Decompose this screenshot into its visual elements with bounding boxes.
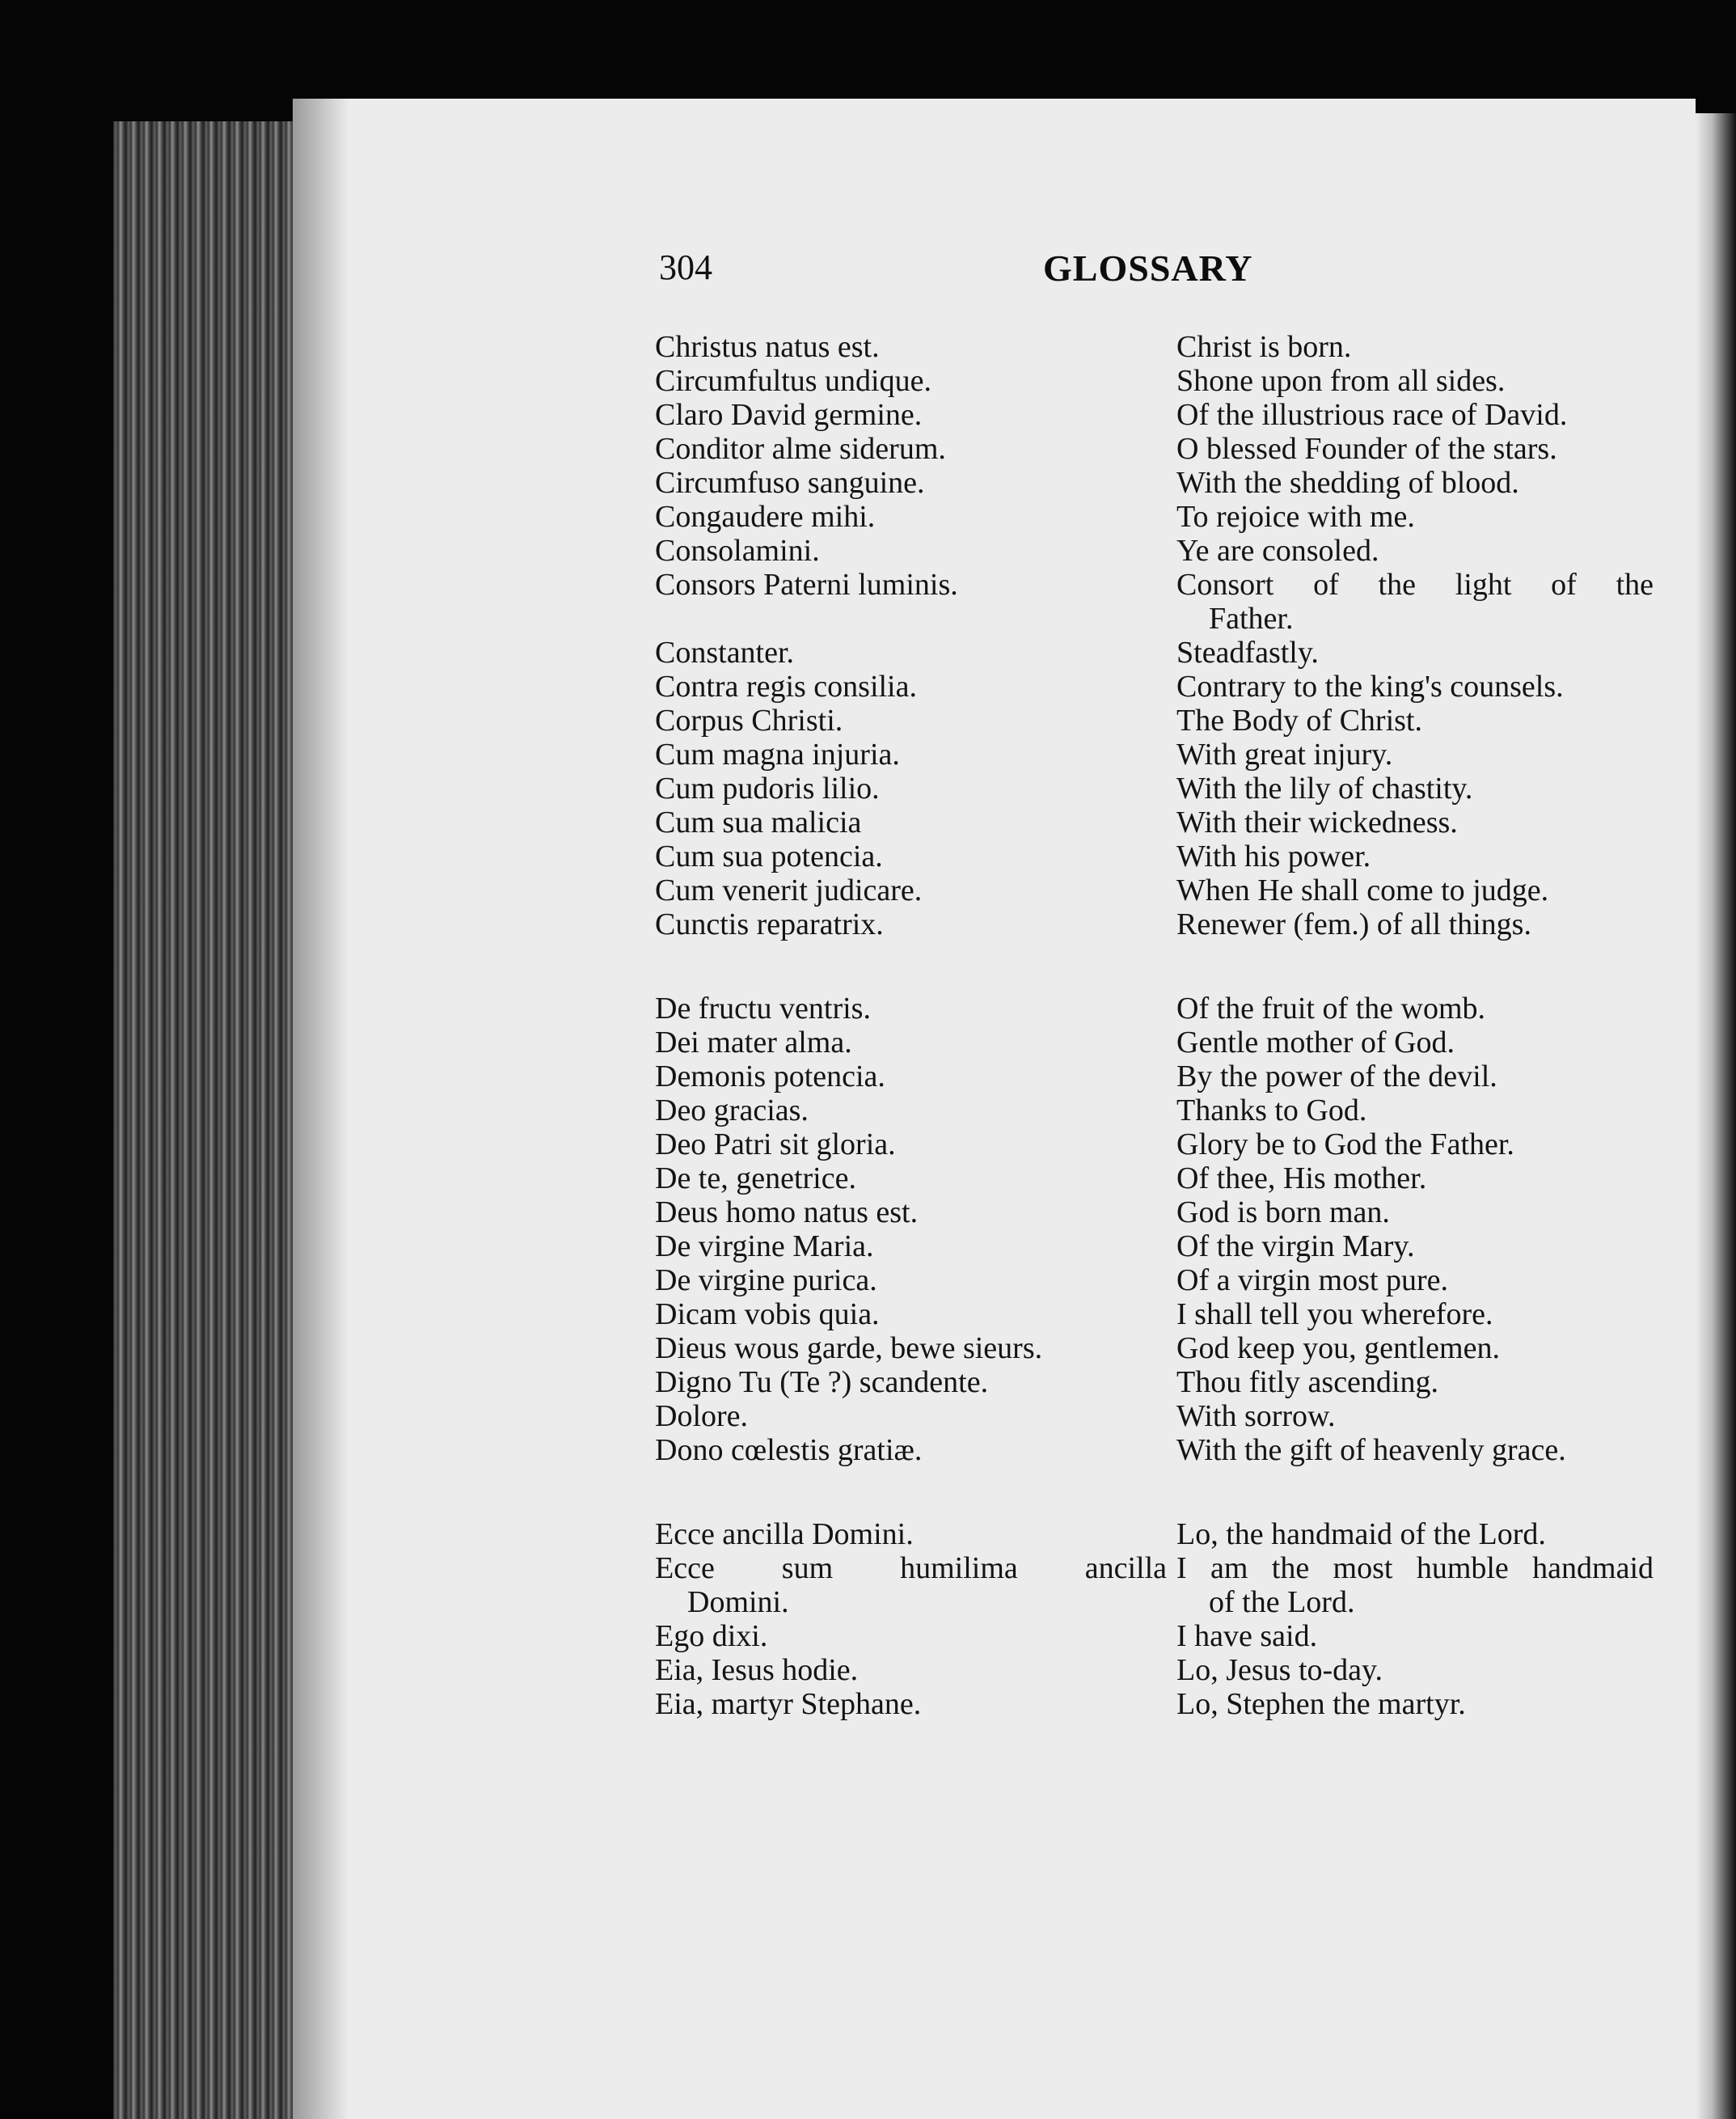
glossary-entry: [655, 1297, 1654, 1331]
glossary-entry: [655, 992, 1654, 1026]
page-number: 304: [659, 247, 712, 287]
glossary-entry: [655, 1263, 1654, 1297]
latin-phrase: [655, 364, 1176, 398]
glossary-section: [655, 992, 1654, 1467]
text-line: Dolore.: [655, 1399, 749, 1433]
latin-phrase: [655, 432, 1176, 466]
latin-phrase: [655, 500, 1176, 534]
text-line: Congaudere mihi.: [655, 500, 876, 534]
glossary-entry: [655, 1093, 1654, 1127]
text-line: With sorrow.: [1176, 1399, 1336, 1433]
text-line: Cum venerit judicare.: [655, 873, 923, 907]
english-translation: [1176, 772, 1654, 806]
glossary-table: [655, 330, 1654, 1771]
text-line: Thanks to God.: [1176, 1093, 1367, 1127]
text-line: De te, genetrice.: [655, 1161, 856, 1195]
glossary-entry: [655, 772, 1654, 806]
text-line: Corpus Christi.: [655, 704, 843, 738]
english-translation: [1176, 1026, 1654, 1060]
glossary-entry: [655, 873, 1654, 907]
glossary-entry: [655, 1229, 1654, 1263]
glossary-entry: [655, 840, 1654, 873]
latin-phrase: [655, 992, 1176, 1026]
glossary-entry: [655, 330, 1654, 364]
text-line: Digno Tu (Te ?) scandente.: [655, 1365, 989, 1399]
text-line: Contra regis consilia.: [655, 670, 917, 704]
text-line: Steadfastly.: [1176, 636, 1319, 670]
english-translation: [1176, 1331, 1654, 1365]
latin-phrase: [655, 1517, 1176, 1551]
glossary-entry: [655, 432, 1654, 466]
text-line: Renewer (fem.) of all things.: [1176, 907, 1531, 941]
page-title: GLOSSARY: [1043, 247, 1253, 289]
english-translation: [1176, 534, 1654, 568]
glossary-entry: [655, 1653, 1654, 1687]
english-translation: [1176, 738, 1654, 772]
latin-phrase: [655, 1297, 1176, 1331]
glossary-entry: [655, 398, 1654, 432]
latin-phrase: [655, 1551, 1176, 1619]
text-line: Eia, Iesus hodie.: [655, 1653, 859, 1687]
english-translation: [1176, 1229, 1654, 1263]
latin-phrase: [655, 1687, 1176, 1721]
text-line: De fructu ventris.: [655, 992, 871, 1026]
glossary-entry: [655, 466, 1654, 500]
text-line: I am the most humble handmaid: [1176, 1551, 1654, 1585]
latin-phrase: [655, 873, 1176, 907]
text-line: Dono cœlestis gratiæ.: [655, 1433, 923, 1467]
latin-phrase: [655, 534, 1176, 568]
text-line: Of thee, His mother.: [1176, 1161, 1427, 1195]
glossary-section: [655, 330, 1654, 941]
english-translation: [1176, 432, 1654, 466]
text-line: Deo Patri sit gloria.: [655, 1127, 896, 1161]
text-line: De virgine Maria.: [655, 1229, 874, 1263]
text-line: God keep you, gentlemen.: [1176, 1331, 1500, 1365]
latin-phrase: [655, 1093, 1176, 1127]
english-translation: [1176, 1060, 1654, 1093]
glossary-section: [655, 1517, 1654, 1721]
text-line: With the shedding of blood.: [1176, 466, 1519, 500]
page-header: [0, 247, 1736, 295]
text-line: O blessed Founder of the stars.: [1176, 432, 1557, 466]
text-line: I have said.: [1176, 1619, 1318, 1653]
glossary-entry: [655, 1060, 1654, 1093]
english-translation: [1176, 840, 1654, 873]
text-line: By the power of the devil.: [1176, 1060, 1497, 1093]
text-line: Lo, the handmaid of the Lord.: [1176, 1517, 1546, 1551]
text-line: De virgine purica.: [655, 1263, 877, 1297]
text-line: With the gift of heavenly grace.: [1176, 1433, 1566, 1467]
text-line: Consors Paterni luminis.: [655, 568, 958, 602]
glossary-entry: [655, 670, 1654, 704]
text-line: Father.: [1209, 602, 1294, 636]
text-line: Eia, martyr Stephane.: [655, 1687, 922, 1721]
glossary-entry: [655, 1161, 1654, 1195]
english-translation: [1176, 1195, 1654, 1229]
glossary-entry: [655, 1517, 1654, 1551]
gutter-shadow: [293, 99, 349, 2119]
latin-phrase: [655, 1263, 1176, 1297]
glossary-entry: [655, 500, 1654, 534]
latin-phrase: [655, 1433, 1176, 1467]
english-translation: [1176, 992, 1654, 1026]
english-translation: [1176, 568, 1654, 636]
book-page-edges: [113, 121, 307, 2119]
text-line: Conditor alme siderum.: [655, 432, 946, 466]
english-translation: [1176, 1365, 1654, 1399]
text-line: Glory be to God the Father.: [1176, 1127, 1514, 1161]
text-line: Of the virgin Mary.: [1176, 1229, 1415, 1263]
latin-phrase: [655, 907, 1176, 941]
latin-phrase: [655, 806, 1176, 840]
english-translation: [1176, 466, 1654, 500]
text-line: Deo gracias.: [655, 1093, 809, 1127]
text-line: Constanter.: [655, 636, 795, 670]
text-line: Domini.: [687, 1585, 789, 1619]
latin-phrase: [655, 1026, 1176, 1060]
text-line: Ecce sum humilima ancilla: [655, 1551, 1167, 1585]
latin-phrase: [655, 1399, 1176, 1433]
english-translation: [1176, 1551, 1654, 1619]
english-translation: [1176, 1263, 1654, 1297]
english-translation: [1176, 907, 1654, 941]
glossary-entry: [655, 1433, 1654, 1467]
text-line: Christus natus est.: [655, 330, 880, 364]
glossary-entry: [655, 1026, 1654, 1060]
text-line: Gentle mother of God.: [1176, 1026, 1455, 1060]
text-line: Claro David germine.: [655, 398, 923, 432]
latin-phrase: [655, 704, 1176, 738]
english-translation: [1176, 1161, 1654, 1195]
text-line: Christ is born.: [1176, 330, 1352, 364]
latin-phrase: [655, 330, 1176, 364]
glossary-entry: [655, 1551, 1654, 1619]
text-line: Demonis potencia.: [655, 1060, 885, 1093]
glossary-entry: [655, 806, 1654, 840]
english-translation: [1176, 1399, 1654, 1433]
text-line: Of the fruit of the womb.: [1176, 992, 1486, 1026]
text-line: With the lily of chastity.: [1176, 772, 1473, 806]
latin-phrase: [655, 568, 1176, 636]
english-translation: [1176, 873, 1654, 907]
english-translation: [1176, 1687, 1654, 1721]
text-line: Cum magna injuria.: [655, 738, 900, 772]
english-translation: [1176, 1297, 1654, 1331]
latin-phrase: [655, 738, 1176, 772]
glossary-entry: [655, 1365, 1654, 1399]
latin-phrase: [655, 840, 1176, 873]
latin-phrase: [655, 1365, 1176, 1399]
english-translation: [1176, 670, 1654, 704]
page-right-edge: [1696, 113, 1736, 2119]
text-line: Ecce ancilla Domini.: [655, 1517, 914, 1551]
english-translation: [1176, 636, 1654, 670]
glossary-entry: [655, 1127, 1654, 1161]
text-line: Deus homo natus est.: [655, 1195, 919, 1229]
text-line: Thou fitly ascending.: [1176, 1365, 1438, 1399]
glossary-entry: [655, 636, 1654, 670]
text-line: Contrary to the king's counsels.: [1176, 670, 1564, 704]
glossary-entry: [655, 1687, 1654, 1721]
text-line: I shall tell you wherefore.: [1176, 1297, 1493, 1331]
latin-phrase: [655, 1060, 1176, 1093]
text-line: Dicam vobis quia.: [655, 1297, 880, 1331]
glossary-entry: [655, 1331, 1654, 1365]
text-line: Dei mater alma.: [655, 1026, 852, 1060]
text-line: With his power.: [1176, 840, 1371, 873]
english-translation: [1176, 1619, 1654, 1653]
text-line: Cum sua malicia: [655, 806, 862, 840]
glossary-entry: [655, 1399, 1654, 1433]
latin-phrase: [655, 1161, 1176, 1195]
english-translation: [1176, 1517, 1654, 1551]
text-line: The Body of Christ.: [1176, 704, 1422, 738]
text-line: Cum pudoris lilio.: [655, 772, 880, 806]
text-line: Ego dixi.: [655, 1619, 768, 1653]
text-line: To rejoice with me.: [1176, 500, 1415, 534]
english-translation: [1176, 1093, 1654, 1127]
latin-phrase: [655, 1619, 1176, 1653]
text-line: of the Lord.: [1209, 1585, 1355, 1619]
glossary-entry: [655, 1619, 1654, 1653]
glossary-entry: [655, 1195, 1654, 1229]
latin-phrase: [655, 1229, 1176, 1263]
text-line: Lo, Stephen the martyr.: [1176, 1687, 1466, 1721]
text-line: Ye are consoled.: [1176, 534, 1379, 568]
text-line: Of the illustrious race of David.: [1176, 398, 1568, 432]
glossary-entry: [655, 704, 1654, 738]
text-line: Consort of the light of the: [1176, 568, 1654, 602]
text-line: Shone upon from all sides.: [1176, 364, 1506, 398]
latin-phrase: [655, 1653, 1176, 1687]
glossary-entry: [655, 907, 1654, 941]
english-translation: [1176, 398, 1654, 432]
english-translation: [1176, 1653, 1654, 1687]
text-line: Cum sua potencia.: [655, 840, 883, 873]
latin-phrase: [655, 636, 1176, 670]
english-translation: [1176, 704, 1654, 738]
english-translation: [1176, 1433, 1654, 1467]
text-line: Dieus wous garde, bewe sieurs.: [655, 1331, 1043, 1365]
glossary-entry: [655, 364, 1654, 398]
glossary-entry: [655, 568, 1654, 636]
text-line: Cunctis reparatrix.: [655, 907, 884, 941]
glossary-entry: [655, 534, 1654, 568]
glossary-entry: [655, 738, 1654, 772]
text-line: Circumfultus undique.: [655, 364, 931, 398]
latin-phrase: [655, 466, 1176, 500]
text-line: Circumfuso sanguine.: [655, 466, 925, 500]
text-line: When He shall come to judge.: [1176, 873, 1549, 907]
text-line: Consolamini.: [655, 534, 820, 568]
english-translation: [1176, 364, 1654, 398]
latin-phrase: [655, 1127, 1176, 1161]
english-translation: [1176, 500, 1654, 534]
english-translation: [1176, 330, 1654, 364]
text-line: God is born man.: [1176, 1195, 1390, 1229]
english-translation: [1176, 1127, 1654, 1161]
text-line: With their wickedness.: [1176, 806, 1458, 840]
latin-phrase: [655, 670, 1176, 704]
text-line: Of a virgin most pure.: [1176, 1263, 1448, 1297]
latin-phrase: [655, 1331, 1176, 1365]
text-line: With great injury.: [1176, 738, 1393, 772]
latin-phrase: [655, 398, 1176, 432]
text-line: Lo, Jesus to-day.: [1176, 1653, 1383, 1687]
english-translation: [1176, 806, 1654, 840]
latin-phrase: [655, 772, 1176, 806]
latin-phrase: [655, 1195, 1176, 1229]
